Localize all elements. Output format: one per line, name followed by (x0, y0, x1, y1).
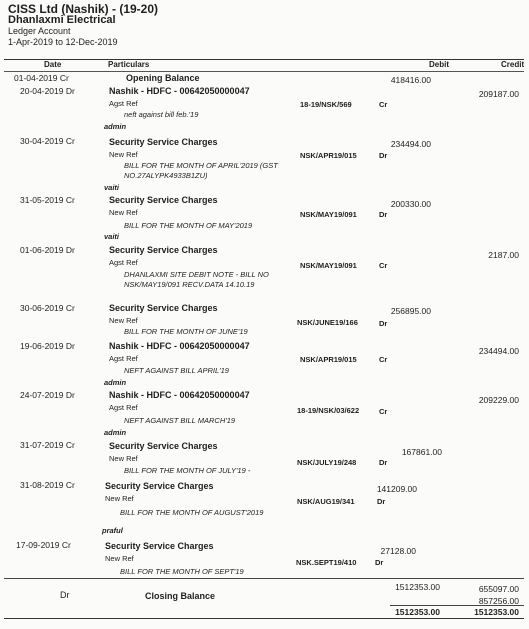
entry-date: 19-06-2019 Dr (20, 341, 75, 351)
entry-date: 20-04-2019 Dr (20, 86, 75, 96)
entry-party: Security Service Charges (109, 137, 218, 147)
entry-ref-type: Agst Ref (109, 403, 138, 412)
entry-drcr: Dr (379, 458, 388, 467)
entry-debit: 234494.00 (390, 139, 431, 149)
entry-ref-type: Agst Ref (109, 258, 138, 267)
entry-user: admin (104, 122, 127, 131)
entry-drcr: Dr (375, 558, 384, 567)
entry-credit: 209229.00 (478, 395, 519, 405)
entry-ref-type: New Ref (109, 208, 138, 217)
debit-subtotal: 1512353.00 (395, 582, 440, 592)
entry-user: praful (102, 526, 123, 535)
closing-credit: 857256.00 (478, 596, 519, 606)
entry-ref-type: New Ref (109, 150, 138, 159)
entry-user: vaiti (104, 183, 120, 192)
entry-ref-type: Agst Ref (109, 99, 138, 108)
company-name: CISS Ltd (Nashik) - (19-20) (8, 2, 159, 16)
entry-ref-type: New Ref (109, 454, 138, 463)
entry-drcr: Cr (379, 355, 388, 364)
entry-debit: 27128.00 (380, 546, 416, 556)
entry-ref-no: NSK/JULY19/248 (297, 458, 357, 467)
entry-user: vaiti (104, 232, 120, 241)
entry-date: 01-06-2019 Dr (20, 245, 75, 255)
subtotal-line (4, 578, 524, 579)
entry-narration: NEFT AGAINST BILL APRIL'19 (124, 366, 229, 375)
entry-debit: 167861.00 (401, 447, 442, 457)
entry-drcr: Cr (379, 407, 388, 416)
entry-date: 17-09-2019 Cr (16, 540, 71, 550)
col-date: Date (44, 60, 62, 69)
entry-narration: BILL FOR THE MONTH OF MAY'2019 (124, 221, 253, 230)
entry-ref-type: New Ref (105, 554, 134, 563)
entry-ref-type: New Ref (109, 316, 138, 325)
opening-debit: 418416.00 (390, 75, 431, 85)
entry-ref-no: NSK/MAY19/091 (300, 261, 357, 270)
entry-party: Security Service Charges (105, 541, 214, 551)
entry-party: Security Service Charges (109, 441, 218, 451)
entry-date: 01-04-2019 Cr (14, 73, 69, 83)
entry-date: 31-08-2019 Cr (20, 480, 75, 490)
entry-party: Security Service Charges (105, 481, 214, 491)
entry-ref-no: 18-19/NSK/569 (300, 100, 352, 109)
entry-ref-type: Agst Ref (109, 354, 138, 363)
entry-party: Security Service Charges (109, 245, 218, 255)
credit-total: 1512353.00 (474, 607, 519, 617)
entry-user: admin (104, 378, 127, 387)
entry-ref-no: 18-19/NSK/03/622 (297, 406, 360, 415)
entry-party: Nashik - HDFC - 00642050000047 (109, 86, 250, 96)
entry-drcr: Cr (379, 261, 388, 270)
entry-credit: 2187.00 (488, 250, 519, 260)
entry-narration: neft against bill feb.'19 (124, 110, 199, 119)
entry-narration: BILL FOR THE MONTH OF APRIL'2019 (GST NO.27ALYPK4933B1ZU) (124, 161, 278, 180)
entry-narration: NEFT AGAINST BILL MARCH'19 (124, 416, 236, 425)
entry-date: 31-05-2019 Cr (20, 195, 75, 205)
credit-subtotal: 655097.00 (478, 584, 519, 594)
entry-drcr: Dr (377, 497, 386, 506)
entry-narration: BILL FOR THE MONTH OF JULY'19 - (124, 466, 251, 475)
entry-party: Nashik - HDFC - 00642050000047 (109, 341, 250, 351)
entry-ref-no: NSK/JUNE19/166 (297, 318, 358, 327)
col-debit: Debit (429, 60, 449, 69)
entry-party: Nashik - HDFC - 00642050000047 (109, 390, 250, 400)
entry-ref-no: NSK/APR19/015 (300, 151, 357, 160)
entry-debit: 200330.00 (390, 199, 431, 209)
entry-drcr: Dr (379, 210, 388, 219)
column-header-row (4, 59, 524, 72)
ledger-header (8, 4, 158, 48)
entry-date: 30-06-2019 Cr (20, 303, 75, 313)
entry-credit: 234494.00 (478, 346, 519, 356)
entry-ref-no: NSK/MAY19/091 (300, 210, 357, 219)
opening-label: Opening Balance (126, 73, 200, 83)
entry-narration: BILL FOR THE MONTH OF SEPT'19 (120, 567, 244, 576)
report-period: 1-Apr-2019 to 12-Dec-2019 (8, 37, 118, 47)
entry-drcr: Dr (379, 151, 388, 160)
entry-debit: 141209.00 (376, 484, 417, 494)
entry-ref-type: New Ref (105, 494, 134, 503)
entry-drcr: Cr (379, 100, 388, 109)
entry-credit: 209187.00 (478, 89, 519, 99)
col-particulars: Particulars (108, 60, 150, 69)
report-type: Ledger Account (8, 26, 71, 36)
closing-drcr: Dr (60, 590, 70, 600)
col-credit: Credit (501, 60, 525, 69)
entry-debit: 256895.00 (390, 306, 431, 316)
entry-narration: DHANLAXMI SITE DEBIT NOTE - BILL NO NSK/MAY19/091 RECV.DATA 14.10.19 (124, 270, 269, 289)
entry-party: Security Service Charges (109, 303, 218, 313)
entry-narration: BILL FOR THE MONTH OF AUGUST'2019 (120, 508, 264, 517)
entry-date: 30-04-2019 Cr (20, 136, 75, 146)
total-line (390, 605, 524, 606)
entry-ref-no: NSK/AUG19/341 (297, 497, 355, 506)
debit-total: 1512353.00 (395, 607, 440, 617)
entry-party: Security Service Charges (109, 195, 218, 205)
bottom-line (4, 618, 524, 619)
entry-date: 24-07-2019 Dr (20, 390, 75, 400)
closing-label: Closing Balance (145, 591, 216, 601)
entry-date: 31-07-2019 Cr (20, 440, 75, 450)
account-name: Dhanlaxmi Electrical (8, 14, 116, 26)
entry-ref-no: NSK.SEPT19/410 (296, 558, 357, 567)
entry-drcr: Dr (379, 319, 388, 328)
entry-user: admin (104, 428, 127, 437)
entry-ref-no: NSK/APR19/015 (300, 355, 357, 364)
entry-narration: BILL FOR THE MONTH OF JUNE'19 (124, 327, 248, 336)
